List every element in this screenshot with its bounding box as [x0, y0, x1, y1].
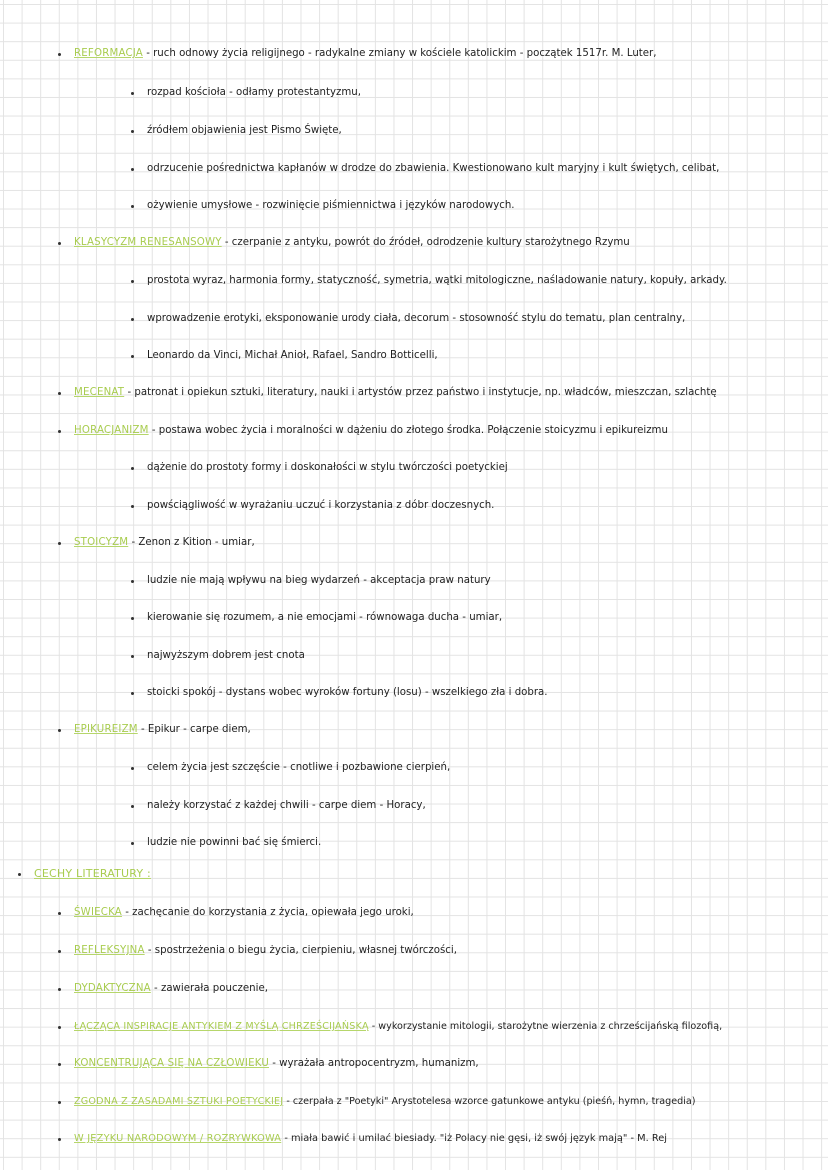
term-klasycyzm: KLASYCYZM RENESANSOWY: [74, 237, 222, 248]
list-item: najwyższym dobrem jest cnota: [0, 646, 828, 666]
term: ŚWIECKA: [74, 907, 122, 918]
entry-mecenat: [0, 383, 828, 403]
bullet: [58, 53, 61, 56]
list-item: odrzucenie pośrednictwa kapłanów w drodze do zbawienia. Kwestionowano kult maryjny i kult świętych, celibat,: [0, 159, 828, 179]
entry-reformacja: [0, 44, 828, 64]
bullet: [58, 392, 61, 395]
bullet: [58, 542, 61, 545]
bullet: [58, 430, 61, 433]
term: KONCENTRUJĄCA SIĘ NA CZŁOWIEKU: [74, 1058, 269, 1069]
term: ZGODNA Z ZASADAMI SZTUKI POETYCKIEJ: [74, 1096, 284, 1107]
bullet: [131, 467, 134, 470]
term-horacjanizm: HORACJANIZM: [74, 425, 149, 436]
term: ŁĄCZĄCA INSPIRACJE ANTYKIEM Z MYŚLĄ CHRZEŚCIJAŃSKĄ: [74, 1021, 369, 1032]
list-item: prostota wyraz, harmonia formy, statyczność, symetria, wątki mitologiczne, naśladowanie natury, kopuły, arkady.: [0, 271, 828, 291]
entry-stoicyzm: [0, 533, 828, 553]
term-reformacja: REFORMACJA: [74, 48, 143, 59]
bullet: [58, 912, 61, 915]
term-mecenat: MECENAT: [74, 387, 125, 398]
bullet: [58, 1063, 61, 1066]
definition: - patronat i opiekun sztuki, literatury, nauki i artystów przez państwo i instytucje, np. władców, mieszczan, szlachtę: [124, 387, 717, 398]
bullet: [131, 355, 134, 358]
list-item: [0, 1017, 828, 1037]
entry-klasycyzm: [0, 233, 828, 253]
entry-horacjanizm: [0, 421, 828, 441]
list-item: dążenie do prostoty formy i doskonałości w stylu twórczości poetyckiej: [0, 458, 828, 478]
bullet: [58, 988, 61, 991]
bullet: [131, 617, 134, 620]
list-item: rozpad kościoła - odłamy protestantyzmu,: [0, 83, 828, 103]
list-item: celem życia jest szczęście - cnotliwe i pozbawione cierpień,: [0, 758, 828, 778]
list-item: ożywienie umysłowe - rozwinięcie piśmiennictwa i języków narodowych.: [0, 196, 828, 216]
term-epikureizm: EPIKUREIZM: [74, 724, 138, 735]
bullet: [58, 242, 61, 245]
list-item: kierowanie się rozumem, a nie emocjami - równowaga ducha - umiar,: [0, 608, 828, 628]
list-item: [0, 1129, 828, 1149]
bullet: [131, 842, 134, 845]
bullet: [131, 168, 134, 171]
list-item: [0, 903, 828, 923]
definition: - spostrzeżenia o biegu życia, cierpieniu, własnej twórczości,: [144, 945, 457, 956]
definition: - czerpanie z antyku, powrót do źródeł, odrodzenie kultury starożytnego Rzymu: [221, 237, 630, 248]
bullet: [131, 580, 134, 583]
bullet: [58, 1138, 61, 1141]
definition: - Epikur - carpe diem,: [137, 724, 251, 735]
list-item: ludzie nie powinni bać się śmierci.: [0, 833, 828, 853]
definition: - wykorzystanie mitologii, starożytne wierzenia z chrześcijańską filozofią,: [368, 1021, 723, 1032]
list-item: wprowadzenie erotyki, eksponowanie urody ciała, decorum - stosowność stylu do tematu, plan centralny,: [0, 309, 828, 329]
entry-epikureizm: [0, 720, 828, 740]
list-item: [0, 979, 828, 999]
bullet: [58, 1101, 61, 1104]
term: W JĘZYKU NARODOWYM / ROZRYWKOWA: [74, 1133, 282, 1144]
bullet: [58, 729, 61, 732]
bullet: [131, 505, 134, 508]
definition: - ruch odnowy życia religijnego - radykalne zmiany w kościele katolickim - początek 1517r. M. Luter,: [142, 48, 657, 59]
list-item: [0, 941, 828, 961]
bullet: [131, 130, 134, 133]
list-item: źródłem objawienia jest Pismo Święte,: [0, 121, 828, 141]
list-item: należy korzystać z każdej chwili - carpe diem - Horacy,: [0, 796, 828, 816]
definition: - postawa wobec życia i moralności w dążeniu do złotego środka. Połączenie stoicyzmu i epikureizmu: [148, 425, 668, 436]
bullet: [131, 767, 134, 770]
bullet: [131, 280, 134, 283]
bullet: [131, 205, 134, 208]
definition: - zachęcanie do korzystania z życia, opiewała jego uroki,: [121, 907, 414, 918]
bullet: [58, 1026, 61, 1029]
bullet: [131, 692, 134, 695]
list-item: [0, 1092, 828, 1112]
bullet: [131, 655, 134, 658]
definition: - zawierała pouczenie,: [150, 983, 268, 994]
section-cechy: [0, 864, 828, 884]
bullet: [131, 92, 134, 95]
term: DYDAKTYCZNA: [74, 983, 151, 994]
term-stoicyzm: STOICYZM: [74, 537, 129, 548]
bullet: [18, 873, 21, 876]
list-item: Leonardo da Vinci, Michał Anioł, Rafael, Sandro Botticelli,: [0, 346, 828, 366]
definition: - Zenon z Kition - umiar,: [128, 537, 255, 548]
definition: - miała bawić i umilać biesiady. "iż Polacy nie gęsi, iż swój język mają" - M. Rej: [281, 1133, 667, 1144]
list-item: ludzie nie mają wpływu na bieg wydarzeń - akceptacja praw natury: [0, 571, 828, 591]
section-header: CECHY LITERATURY :: [34, 867, 151, 880]
bullet: [131, 805, 134, 808]
bullet: [131, 318, 134, 321]
list-item: [0, 1054, 828, 1074]
bullet: [58, 950, 61, 953]
definition: - czerpała z "Poetyki" Arystotelesa wzorce gatunkowe antyku (pieśń, hymn, tragedia): [283, 1096, 696, 1107]
list-item: stoicki spokój - dystans wobec wyroków fortuny (losu) - wszelkiego zła i dobra.: [0, 683, 828, 703]
list-item: powściągliwość w wyrażaniu uczuć i korzystania z dóbr doczesnych.: [0, 496, 828, 516]
definition: - wyrażała antropocentryzm, humanizm,: [269, 1058, 479, 1069]
term: REFLEKSYJNA: [74, 945, 145, 956]
